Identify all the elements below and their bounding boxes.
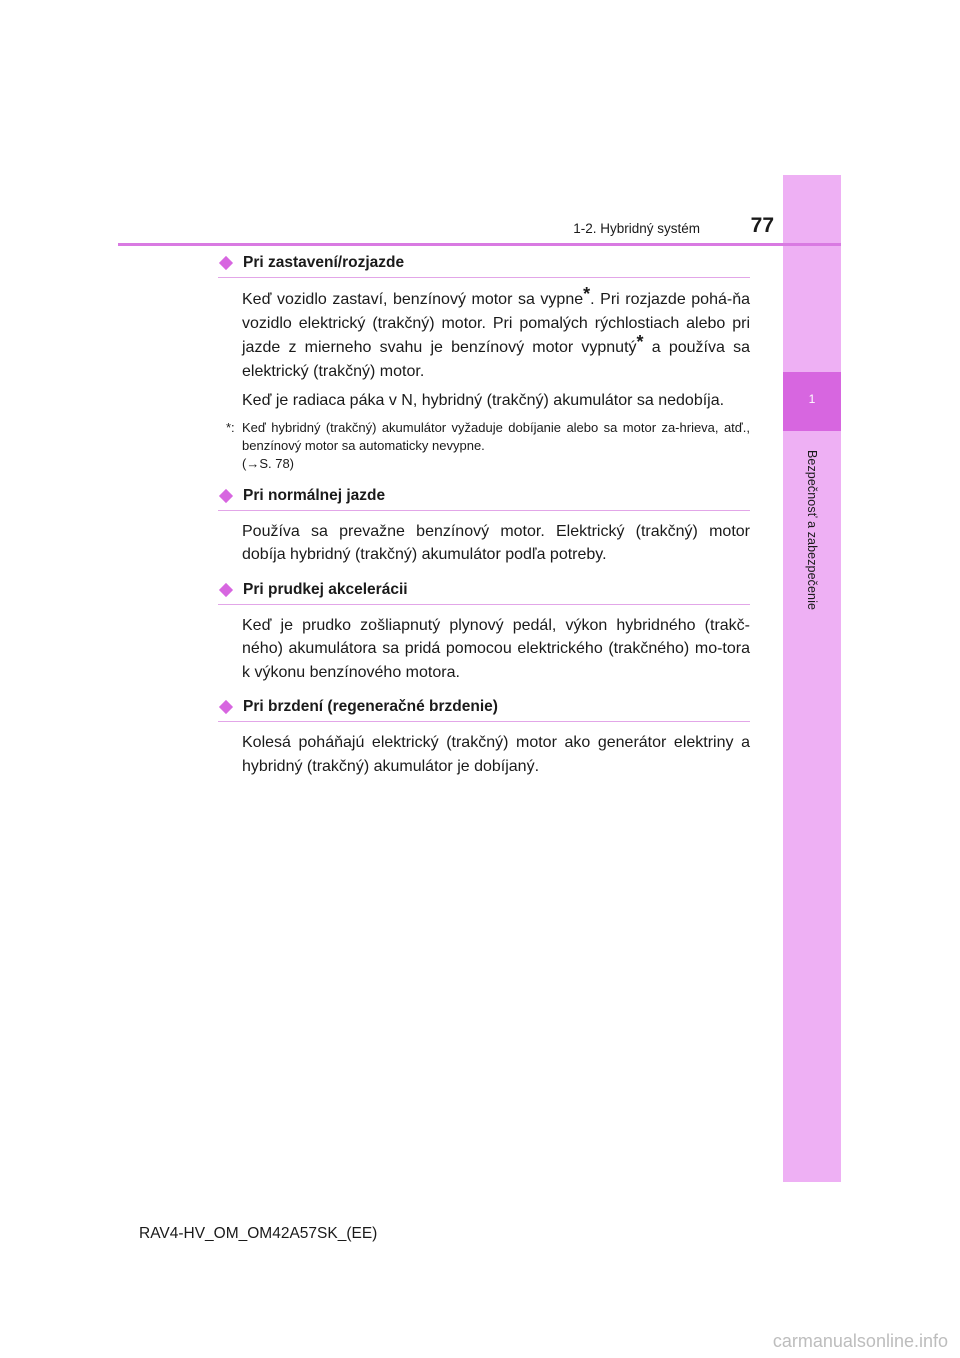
diamond-bullet-icon <box>219 256 233 270</box>
section-heading: Pri prudkej akcelerácii <box>218 579 750 605</box>
footnote-star-icon: * <box>636 332 644 352</box>
footnote-star-icon: * <box>583 284 591 304</box>
document-code: RAV4-HV_OM_OM42A57SK_(EE) <box>139 1225 378 1242</box>
chapter-sidebar <box>783 175 841 1182</box>
page-content <box>218 252 750 784</box>
section-heading: Pri brzdení (regeneračné brzdenie) <box>218 696 750 722</box>
section-heading: Pri normálnej jazde <box>218 485 750 511</box>
watermark: carmanualsonline.info <box>772 1331 948 1351</box>
body-paragraph: Kolesá poháňajú elektrický (trakčný) motor ako generátor elektriny a hybridný (trakčný) akumulátor je dobíjaný. <box>242 734 750 775</box>
section-heading: Pri zastavení/rozjazde <box>218 252 750 278</box>
footnote-text: Keď hybridný (trakčný) akumulátor vyžaduje dobíjanie alebo sa motor za-hrieva, atď., benzínový motor sa automaticky nevypne. <box>242 419 750 453</box>
diamond-bullet-icon <box>219 582 233 596</box>
body-paragraph: Keď je radiaca páka v N, hybridný (trakčný) akumulátor sa nedobíja. <box>242 392 725 409</box>
diamond-bullet-icon <box>219 488 233 502</box>
body-paragraph: Používa sa prevažne benzínový motor. Elektrický (trakčný) motor dobíja hybridný (trakčný) akumulátor podľa potreby. <box>242 522 750 563</box>
body-paragraph: Keď vozidlo zastaví, benzínový motor sa vypne*. Pri rozjazde pohá-ňa vozidlo elektrický (trakčný) motor. Pri pomalých rýchlostiach alebo pri jazde z mierneho svahu je benzínový motor vypnutý* a používa sa elektrický (trakčný) motor. <box>242 284 751 380</box>
chapter-title: Bezpečnosť a zabezpečenie <box>805 449 819 611</box>
chapter-number: 1 <box>808 392 816 406</box>
body-paragraph: Keď je prudko zošliapnutý plynový pedál, výkon hybridného (trakč-ného) akumulátora sa pridá pomocou elektrického (trakčného) mo-tora k výkonu benzínového motora. <box>242 616 750 681</box>
footnote-mark: *: <box>226 419 235 435</box>
header-rule <box>118 243 841 246</box>
footnote <box>226 419 750 473</box>
footnote-reference: (→S. 78) <box>242 455 295 471</box>
diamond-bullet-icon <box>219 700 233 714</box>
page-number: 77 <box>750 214 774 237</box>
section-title: 1-2. Hybridný systém <box>573 221 700 236</box>
